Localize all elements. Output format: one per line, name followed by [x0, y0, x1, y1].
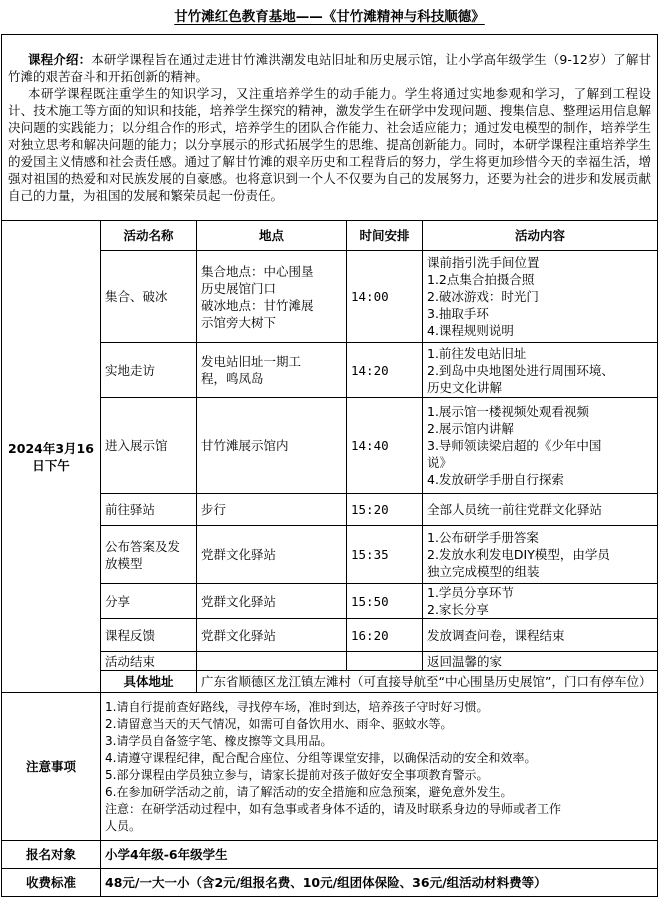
date-cell: [2, 221, 101, 693]
intro-cell: [2, 35, 658, 221]
place-line: 程，鸣凤岛: [201, 371, 264, 386]
date-label: 2024年3月16日下午: [8, 440, 94, 473]
activity-content: [423, 584, 658, 619]
activity-name: 公布答案及发放模型: [101, 526, 197, 584]
content-line: 2.家长分享: [427, 602, 489, 617]
intro-row: [2, 35, 658, 221]
content-line: 2.发放水利发电DIY模型，由学员: [427, 547, 610, 562]
schedule-header-row: [2, 221, 658, 251]
content-line: 2.破冰游戏：时光门: [427, 289, 539, 304]
note-item: 人员。: [105, 818, 142, 833]
fee-row: [2, 869, 658, 897]
place-line: 发电站旧址一期工: [201, 354, 302, 369]
content-line: 说》: [427, 455, 453, 470]
content-line: 3.导师领读梁启超的《少年中国: [427, 438, 602, 453]
content-line: 独立完成模型的组装: [427, 564, 540, 579]
header-time: 时间安排: [347, 221, 423, 251]
activity-content: 返回温馨的家: [423, 652, 658, 671]
activity-time: [347, 652, 423, 671]
content-line: 1.2点集合拍摄合照: [427, 272, 535, 287]
activity-place: 党群文化驿站: [197, 584, 347, 619]
address-row: [2, 671, 658, 693]
activity-time: 16:20: [347, 619, 423, 652]
activity-content: 全部人员统一前往党群文化驿站: [423, 494, 658, 526]
activity-place: [197, 343, 347, 398]
target-value: 小学4年级-6年级学生: [101, 841, 658, 869]
note-item: 注意：在研学活动过程中，如有急事或者身体不适的，请及时联系身边的导师或者工作: [105, 801, 562, 816]
content-line: 2.到岛中央地图处进行周围环境、: [427, 362, 614, 378]
address-label: 具体地址: [101, 671, 197, 693]
activity-time: 15:20: [347, 494, 423, 526]
schedule-row: [2, 251, 658, 343]
content-line: 课前指引洗手间位置: [427, 255, 540, 270]
content-line: 1.展示馆一楼视频处观看视频: [427, 404, 589, 419]
activity-name: 实地走访: [101, 343, 197, 398]
header-place: 地点: [197, 221, 347, 251]
note-item: 6.在参加研学活动之前，请了解活动的安全措施和应急预案，避免意外发生。: [105, 784, 513, 799]
place-line: 历史展馆门口: [201, 280, 277, 296]
activity-time: 14:40: [347, 398, 423, 494]
activity-name: 前往驿站: [101, 494, 197, 526]
fee-value: 48元/一大一小（含2元/组报名费、10元/组团体保险、36元/组活动材料费等）: [101, 869, 658, 897]
content-line: 1.公布研学手册答案: [427, 530, 539, 545]
content-line: 4.发放研学手册自行探索: [427, 472, 564, 487]
note-item: 2.请留意当天的天气情况，如需可自备饮用水、雨伞、驱蚊水等。: [105, 716, 453, 731]
header-activity: 活动名称: [101, 221, 197, 251]
activity-place: [197, 652, 347, 671]
activity-place: 甘竹滩展示馆内: [197, 398, 347, 494]
note-item: 5.部分课程由学员独立参与，请家长提前对孩子做好安全事项教育警示。: [105, 767, 489, 782]
activity-place: [197, 251, 347, 343]
notes-row: [2, 693, 658, 841]
schedule-row: [2, 343, 658, 398]
notes-label: 注意事项: [2, 693, 101, 841]
target-row: [2, 841, 658, 869]
content-line: 2.展示馆内讲解: [427, 421, 514, 436]
notes-list: [101, 693, 658, 841]
activity-content: 发放调查问卷，课程结束: [423, 619, 658, 652]
schedule-row: [2, 494, 658, 526]
header-content: 活动内容: [423, 221, 658, 251]
content-line: 4.课程规则说明: [427, 323, 514, 338]
schedule-row: [2, 652, 658, 671]
activity-content: [423, 526, 658, 584]
place-line: 破冰地点：甘竹滩展: [201, 297, 314, 313]
place-line: 集合地点：中心围垦: [201, 263, 314, 279]
content-line: 1.前往发电站旧址: [427, 345, 527, 361]
schedule-row: [2, 398, 658, 494]
intro-paragraph-2: 本研学课程既注重学生的知识学习，又注重培养学生的动手能力。学生将通过实地参观和学习，了解到工程设计、技术施工等方面的知识和技能，培养学生探究的精神，激发学生在研学中发现问题、搜集信息、整理运用信息解决问题的实践能力；以分组合作的形式，培养学生的团队合作能力、社会适应能力；通过发电模型的制作，培养学生对独立思考和解决问题的能力；以分享展示的形式拓展学生的思维、提高创新能力。同时，本研学课程注重培养学生的爱国主义情感和社会责任感。通过了解甘竹滩的艰辛历史和工程背后的努力，学生将更加珍惜今天的幸福生活，增强对祖国的热爱和对民族发展的自豪感。也将意识到一个人不仅要为自己的发展努力，还要为社会的进步和发展贡献自己的力量，为祖国的发展和繁荣员起一份责任。: [8, 85, 652, 203]
activity-place: 党群文化驿站: [197, 619, 347, 652]
content-line: 历史文化讲解: [427, 379, 503, 395]
note-item: 4.请遵守课程纪律，配合配合座位、分组等课堂安排，以确保活动的安全和效率。: [105, 750, 537, 765]
course-table: [1, 34, 658, 897]
target-label: 报名对象: [2, 841, 101, 869]
intro-paragraph-1: [8, 51, 651, 85]
activity-name: 进入展示馆: [101, 398, 197, 494]
activity-place: 党群文化驿站: [197, 526, 347, 584]
activity-time: 14:20: [347, 343, 423, 398]
content-line: 3.抽取手环: [427, 306, 489, 321]
place-line: 示馆旁大树下: [201, 314, 277, 330]
intro-text-1: 本研学课程旨在通过走进甘竹滩洪潮发电站旧址和历史展示馆，让小学高年级学生（9-12岁）了解甘竹滩的艰苦奋斗和开拓创新的精神。: [8, 51, 652, 84]
address-value: 广东省顺德区龙江镇左滩村（可直接导航至“中心围垦历史展馆”，门口有停车位）: [197, 671, 658, 693]
note-item: 1.请自行提前查好路线，寻找停车场，准时到达，培养孩子守时好习惯。: [105, 699, 489, 714]
activity-name: 分享: [101, 584, 197, 619]
activity-time: 15:50: [347, 584, 423, 619]
schedule-row: [2, 526, 658, 584]
schedule-row: [2, 584, 658, 619]
content-line: 1.学员分享环节: [427, 585, 514, 600]
activity-time: 15:35: [347, 526, 423, 584]
activity-name: 活动结束: [101, 652, 197, 671]
activity-content: [423, 398, 658, 494]
fee-label: 收费标准: [2, 869, 101, 897]
note-item: 3.请学员自备签字笔、橡皮擦等文具用品。: [105, 733, 333, 748]
document-title: [0, 0, 659, 34]
schedule-row: [2, 619, 658, 652]
intro-label: 课程介绍：: [28, 51, 92, 67]
activity-content: [423, 343, 658, 398]
title-text: 甘竹滩红色教育基地——《甘竹滩精神与科技顺德》: [174, 9, 485, 25]
activity-name: 集合、破冰: [101, 251, 197, 343]
activity-time: 14:00: [347, 251, 423, 343]
activity-content: [423, 251, 658, 343]
activity-name: 课程反馈: [101, 619, 197, 652]
activity-place: 步行: [197, 494, 347, 526]
